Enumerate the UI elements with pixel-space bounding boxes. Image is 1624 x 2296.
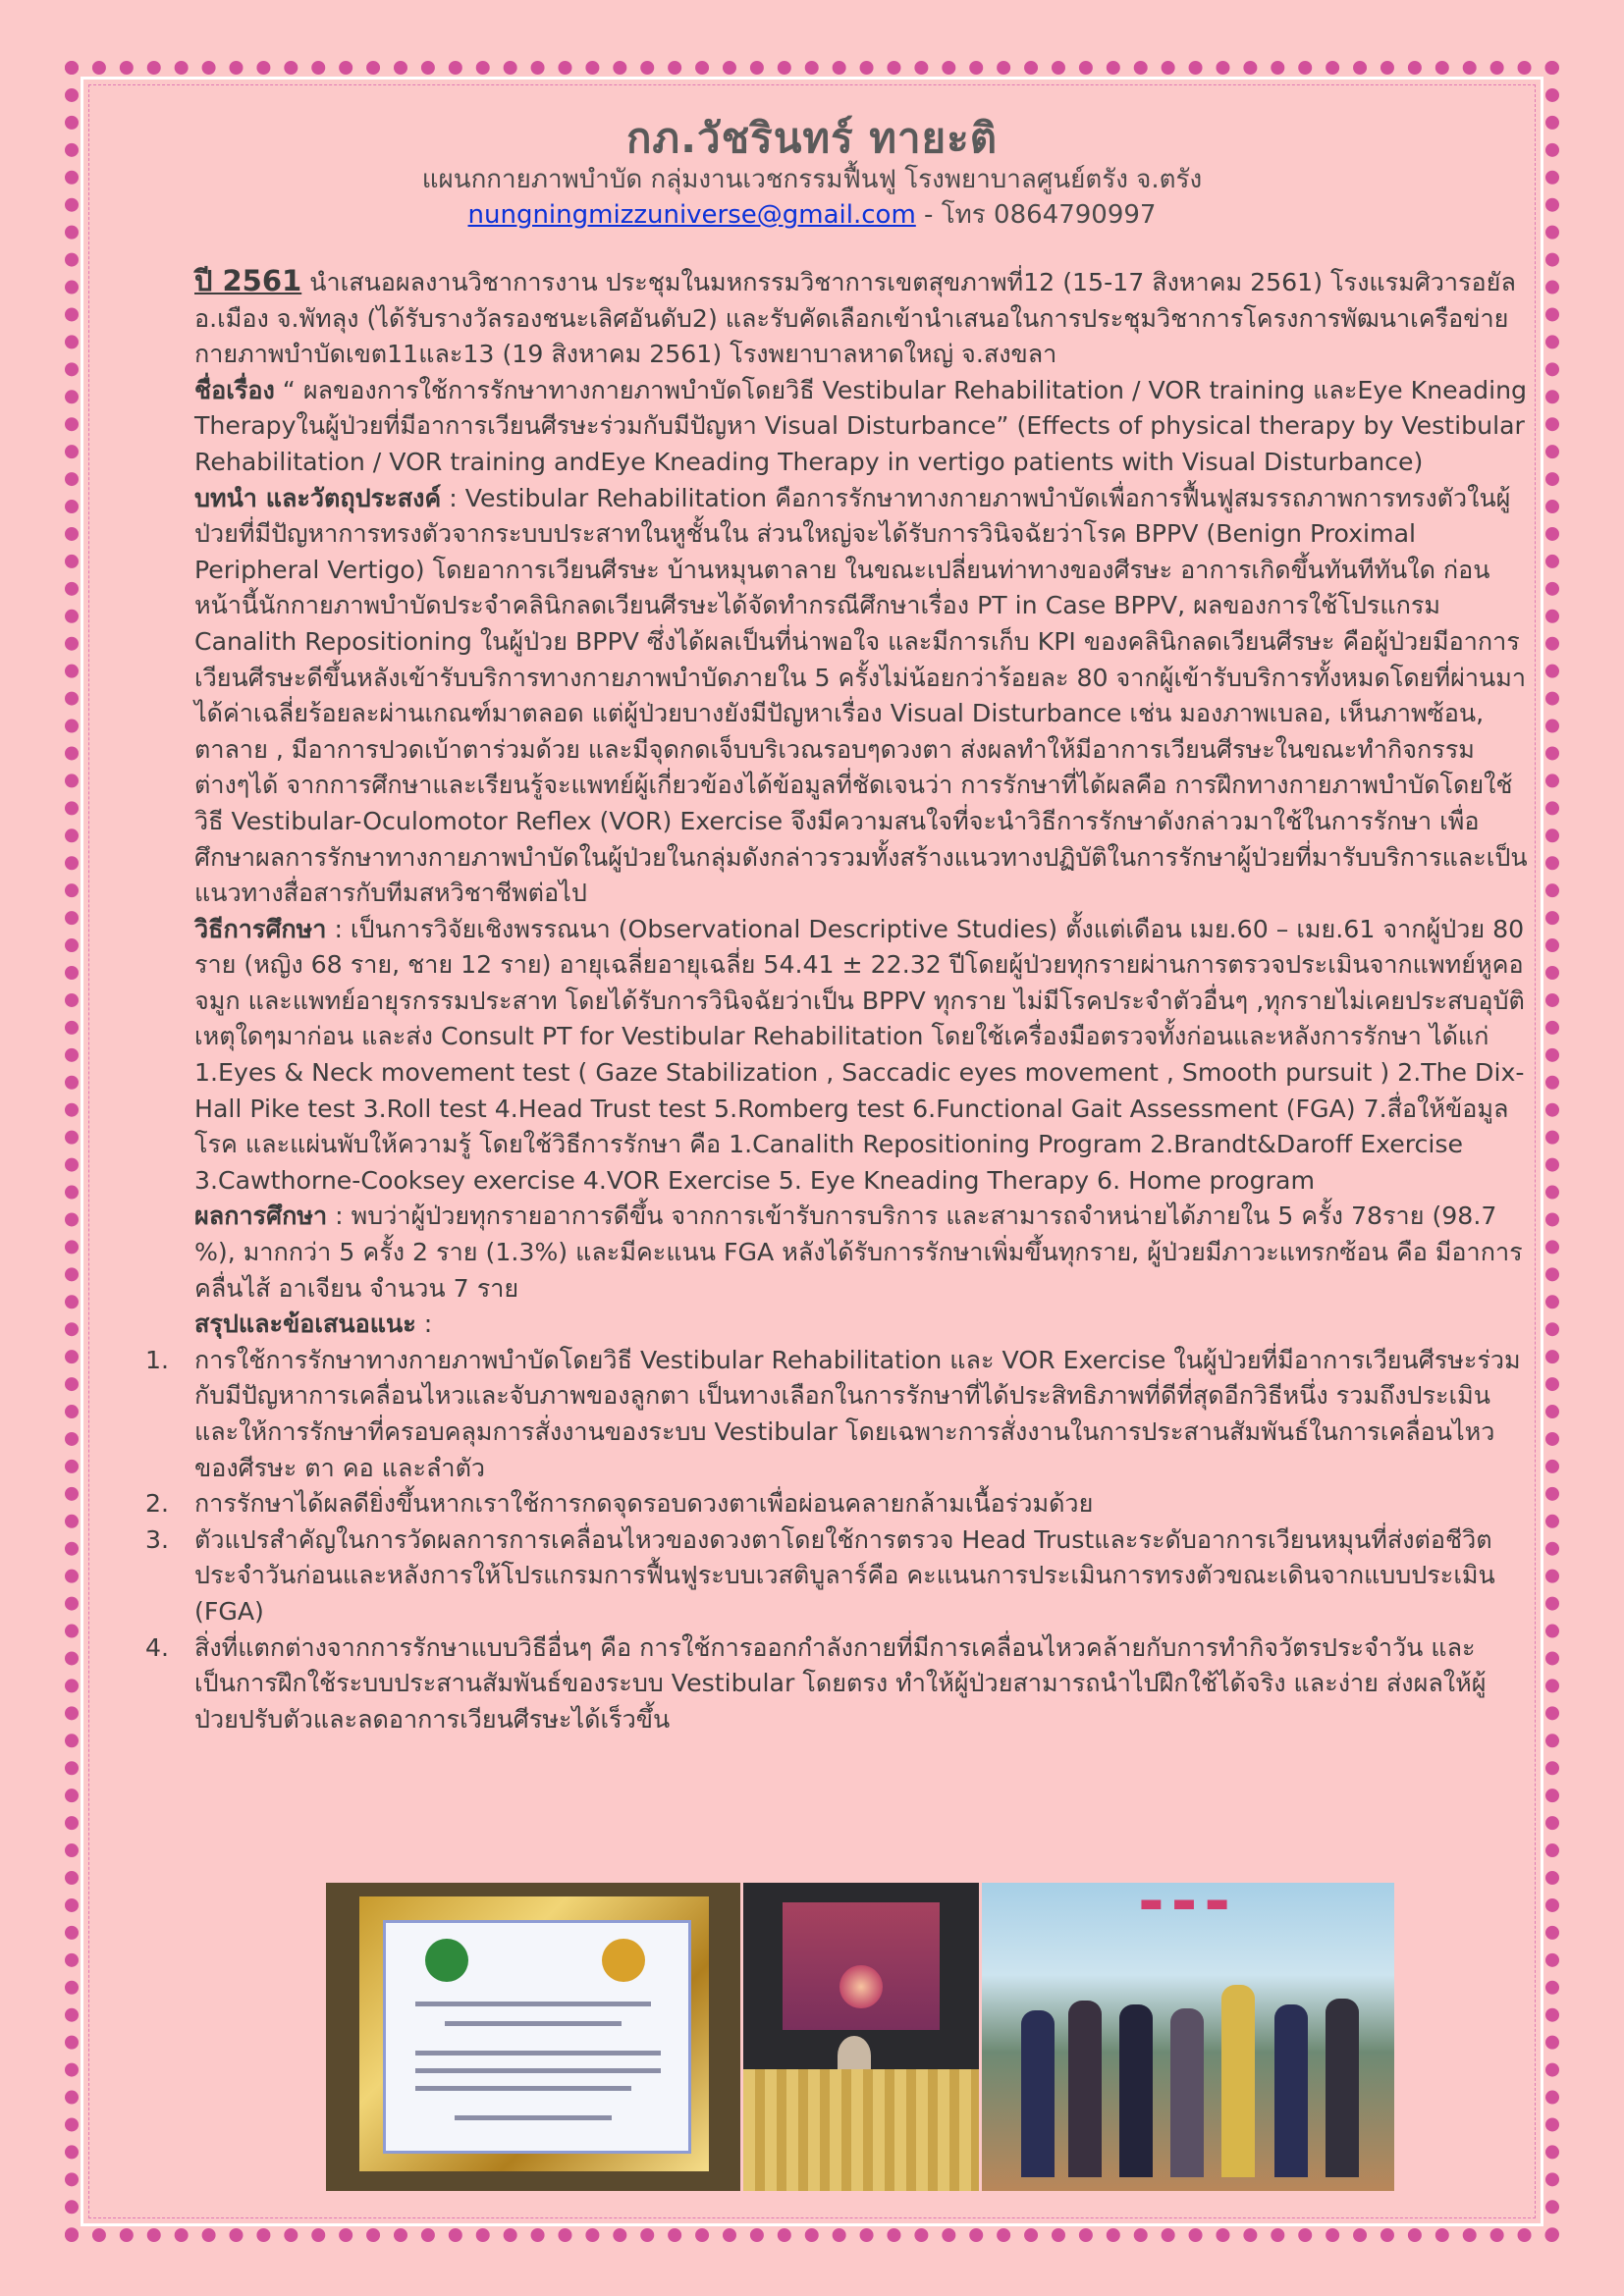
method-paragraph <box>194 912 1530 1200</box>
person <box>1068 2001 1102 2177</box>
topic-label: ชื่อเรื่อง <box>194 375 275 404</box>
event-banner: ▬ ▬ ▬ <box>1139 1889 1229 1918</box>
person <box>1274 2004 1308 2177</box>
list-text: การรักษาได้ผลดียิ่งขึ้นหากเราใช้การกดจุดรอบดวงตาเพื่อผ่อนคลายกล้ามเนื้อร่วมด้วย <box>194 1489 1094 1519</box>
topic-paragraph <box>194 373 1530 481</box>
email-link[interactable]: nungningmizzuniverse@gmail.com <box>467 200 916 230</box>
list-number: 2. <box>145 1489 170 1519</box>
ministry-logo <box>425 1939 468 1982</box>
results-label: ผลการศึกษา <box>194 1201 328 1231</box>
intro-text: นำเสนอผลงานวิชาการงาน ประชุมในมหกรรมวิชาการเขตสุขภาพที่12 (15-17 สิงหาคม 2561) โรงแรมศิวารอยัล อ.เมือง จ.พัทลุง (ได้รับรางวัลรองชนะเลิศอันดับ2) และรับคัดเลือกเข้านำเสนอในการประชุมวิชาการโครงการพัฒนาเครือข่ายกายภาพบำบัดเขต11และ13 (19 สิงหาคม 2561) โรงพยาบาลหาดใหญ่ จ.สงขลา <box>194 268 1516 369</box>
background-label: บทนำ และวัตถุประสงค์ <box>194 483 442 512</box>
background-paragraph <box>194 481 1530 912</box>
projector-screen <box>783 1902 940 2030</box>
results-text: : พบว่าผู้ป่วยทุกรายอาการดีขึ้น จากการเข้ารับการบริการ และสามารถจำหน่ายได้ภายใน 5 ครั้ง 78ราย (98.7 %), มากกว่า 5 ครั้ง 2 ราย (1.3%) และมีคะแนน FGA หลังได้รับการรักษาเพิ่มขึ้นทุกราย, ผู้ป่วยมีภาวะแทรกซ้อน คือ มีอาการคลื่นไส้ อาเจียน จำนวน 7 ราย <box>194 1201 1523 1303</box>
list-item <box>145 1343 1530 1486</box>
results-paragraph <box>194 1199 1530 1307</box>
intro-paragraph <box>194 263 1530 373</box>
certificate-line <box>415 2002 651 2006</box>
certificate-line <box>415 2086 631 2091</box>
certificate-line <box>415 2068 661 2073</box>
certificate-line <box>415 2051 661 2056</box>
list-number: 1. <box>145 1345 170 1374</box>
person <box>1170 2008 1204 2177</box>
certificate-line <box>455 2115 612 2120</box>
certificate-photo <box>326 1883 740 2191</box>
region-logo <box>602 1939 645 1982</box>
list-text: การใช้การรักษาทางกายภาพบำบัดโดยวิธี Vestibular Rehabilitation และ VOR Exercise ในผู้ป่วยที่มีอาการเวียนศีรษะร่วมกับมีปัญหาการเคลื่อนไหวและจับภาพของลูกตา เป็นทางเลือกในการรักษาที่ได้ประสิทธิภาพที่ดีที่สุดอีกวิธีหนึ่ง รวมถึงประเมินและให้การรักษาที่ครอบคลุมการสั่งงานของระบบ Vestibular โดยเฉพาะการสั่งงานในการประสานสัมพันธ์ในการเคลื่อนไหวของศีรษะ ตา คอ และลำตัว <box>194 1345 1521 1482</box>
conclusion-colon: : <box>415 1309 433 1339</box>
background-text: : Vestibular Rehabilitation คือการรักษาทางกายภาพบำบัดเพื่อการฟื้นฟูสมรรถภาพการทรงตัวในผู้ป่วยที่มีปัญหาการทรงตัวจากระบบประสาทในหูชั้นใน ส่วนใหญ่จะได้รับการวินิจฉัยว่าโรค BPPV (Benign Proximal Peripheral Vertigo) โดยอาการเวียนศีรษะ บ้านหมุนตาลาย ในขณะเปลี่ยนท่าทางของศีรษะ อาการเกิดขึ้นทันทีทันใด ก่อนหน้านี้นักกายภาพบำบัดประจำคลินิกลดเวียนศีรษะได้จัดทำกรณีศึกษาเรื่อง PT in Case BPPV, ผลของการใช้โปรแกรม Canalith Repositioning ในผู้ป่วย BPPV ซึ่งได้ผลเป็นที่น่าพอใจ และมีการเก็บ KPI ของคลินิกลดเวียนศีรษะ คือผู้ป่วยมีอาการเวียนศีรษะดีขึ้นหลังเข้ารับบริการทางกายภาพบำบัดภายใน 5 ครั้งไม่น้อยกว่าร้อยละ 80 จากผู้เข้ารับบริการทั้งหมดโดยที่ผ่านมาได้ค่าเฉลี่ยร้อยละผ่านเกณฑ์มาตลอด แต่ผู้ป่วยบางยังมีปัญหาเรื่อง Visual Disturbance เช่น มองภาพเบลอ, เห็นภาพซ้อน, ตาลาย , มีอาการปวดเบ้าตาร่วมด้วย และมีจุดกดเจ็บบริเวณรอบๆดวงตา ส่งผลทำให้มีอาการเวียนศีรษะในขณะทำกิจกรรมต่างๆได้ จากการศึกษาและเรียนรู้จะแพทย์ผู้เกี่ยวข้องได้ข้อมูลที่ชัดเจนว่า การรักษาที่ได้ผลคือ การฝึกทางกายภาพบำบัดโดยใช้วิธี Vestibular-Oculomotor Reflex (VOR) Exercise จึงมีความสนใจที่จะนำวิธีการรักษาดังกล่าวมาใช้ในการรักษา เพื่อศึกษาผลการรักษาทางกายภาพบำบัดในผู้ป่วยในกลุ่มดังกล่าวรวมทั้งสร้างแนวทางปฏิบัติในการรักษาผู้ป่วยที่มารับบริการและเป็นแนวทางสื่อสารกับทีมสหวิชาชีพต่อไป <box>194 483 1528 908</box>
list-text: สิ่งที่แตกต่างจากการรักษาแบบวิธีอื่นๆ คือ การใช้การออกกำลังกายที่มีการเคลื่อนไหวคล้ายกับการทำกิจวัตรประจำวัน และเป็นการฝึกใช้ระบบประสานสัมพันธ์ของระบบ Vestibular โดยตรง ทำให้ผู้ป่วยสามารถนำไปฝึกใช้ได้จริง และง่าย ส่งผลให้ผู้ป่วยปรับตัวและลดอาการเวียนศีรษะได้เร็วขึ้น <box>194 1632 1487 1734</box>
person <box>1221 1985 1255 2177</box>
award-group-photo <box>982 1883 1394 2191</box>
list-item <box>145 1522 1530 1630</box>
slide-graphic <box>839 1965 883 2008</box>
list-text: ตัวแปรสำคัญในการวัดผลการการเคลื่อนไหวของดวงตาโดยใช้การตรวจ Head Trustและระดับอาการเวียนหมุนที่ส่งต่อชีวิตประจำวันก่อนและหลังการให้โปรแกรมการฟื้นฟูระบบเวสติบูลาร์คือ คะแนนการประเมินการทรงตัวขณะเดินจากแบบประเมิน (FGA) <box>194 1524 1495 1626</box>
stage-table <box>743 2069 979 2191</box>
conclusion-heading <box>194 1307 1530 1343</box>
presentation-photo <box>743 1883 979 2191</box>
gold-frame <box>359 1896 709 2171</box>
method-text: : เป็นการวิจัยเชิงพรรณนา (Observational Descriptive Studies) ตั้งแต่เดือน เมย.60 – เมย.61 จากผู้ป่วย 80 ราย (หญิง 68 ราย, ชาย 12 ราย) อายุเฉลี่ยอายุเฉลี่ย 54.41 ± 22.32 ปีโดยผู้ป่วยทุกรายผ่านการตรวจประเมินจากแพทย์หูคอจมูก และแพทย์อายุรกรรมประสาท โดยได้รับการวินิจฉัยว่าเป็น BPPV ทุกราย ไม่มีโรคประจำตัวอื่นๆ ,ทุกรายไม่เคยประสบอุบัติเหตุใดๆมาก่อน และส่ง Consult PT for Vestibular Rehabilitation โดยใช้เครื่องมือตรวจทั้งก่อนและหลังการรักษา ได้แก่ 1.Eyes & Neck movement test ( Gaze Stabilization , Saccadic eyes movement , Smooth pursuit ) 2.The Dix-Hall Pike test 3.Roll test 4.Head Trust test 5.Romberg test 6.Functional Gait Assessment (FGA) 7.สื่อให้ข้อมูลโรค และแผ่นพับให้ความรู้ โดยใช้วิธีการรักษา คือ 1.Canalith Repositioning Program 2.Brandt&Daroff Exercise 3.Cawthorne-Cooksey exercise 4.VOR Exercise 5. Eye Kneading Therapy 6. Home program <box>194 914 1525 1195</box>
certificate-line <box>445 2021 622 2026</box>
department: แผนกกายภาพบำบัด กลุ่มงานเวชกรรมฟื้นฟู โรงพยาบาลศูนย์ตรัง จ.ตรัง <box>421 165 1203 194</box>
photo-collage <box>326 1883 1394 2191</box>
list-number: 3. <box>145 1524 170 1554</box>
author-name: กภ.วัชรินทร์ ทายะติ <box>625 114 998 162</box>
abstract-body <box>145 263 1530 1737</box>
conclusion-list <box>145 1343 1530 1738</box>
list-item <box>145 1630 1530 1738</box>
person <box>1326 1999 1359 2177</box>
phone: - โทร 0864790997 <box>915 200 1157 230</box>
conclusion-label: สรุปและข้อเสนอแนะ <box>194 1309 416 1339</box>
list-number: 4. <box>145 1632 170 1662</box>
year-label: ปี 2561 <box>194 264 302 297</box>
certificate <box>383 1920 691 2154</box>
topic-text: “ ผลของการใช้การรักษาทางกายภาพบำบัดโดยวิธี Vestibular Rehabilitation / VOR training และEye Kneading Therapyในผู้ป่วยที่มีอาการเวียนศีรษะร่วมกับมีปัญหา Visual Disturbance” (Effects of physical therapy by Vestibular Rehabilitation / VOR training andEye Kneading Therapy in vertigo patients with Visual Disturbance) <box>194 375 1528 476</box>
person <box>1021 2010 1055 2177</box>
contact-line <box>0 194 1624 235</box>
person <box>1119 2004 1153 2177</box>
method-label: วิธีการศึกษา <box>194 914 327 943</box>
list-item <box>145 1486 1530 1522</box>
